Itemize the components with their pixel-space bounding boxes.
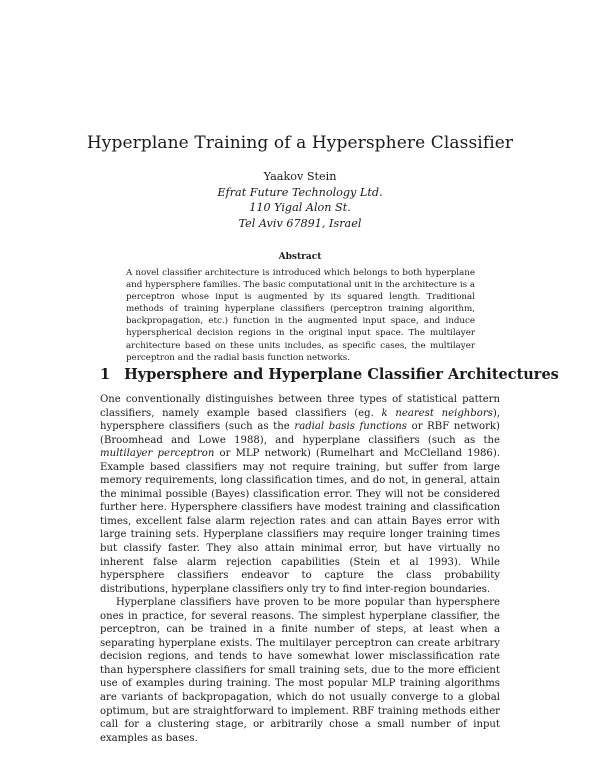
section-title: Hypersphere and Hyperplane Classifier Architectures	[124, 366, 559, 383]
author-address-line1: 110 Yigal Alon St.	[249, 201, 351, 214]
author-name: Yaakov Stein	[263, 170, 337, 183]
p1-text-b: ), hypersphere classifiers (such as the	[100, 407, 500, 433]
p1-emphasis-knn: k nearest neighbors	[381, 407, 493, 419]
p1-emphasis-mlp: multilayer perceptron	[100, 448, 215, 460]
author-address-line2: Tel Aviv 67891, Israel	[238, 216, 362, 230]
paper-title: Hyperplane Training of a Hypersphere Classifier	[86, 133, 514, 153]
author-affiliation: Efrat Future Technology Ltd.	[217, 185, 383, 199]
section-heading	[100, 366, 559, 383]
section-number: 1	[100, 366, 111, 383]
body-paragraph-2: Hyperplane classifiers have proven to be more popular than hypersphere ones in practice, for several reasons. The simplest hyperplane classifier, the perceptron, can be trained in a finite number of steps, at least when a separating hyperplane exists. The multilayer perceptron can create arbitrary decision regions, and tends to have somewhat lower misclassification rate than hypersphere classifiers for small training sets, due to the more efficient use of examples during training. The most popular MLP training algorithms are variants of backpropagation, which do not usually converge to a global optimum, but are straightforward to implement. RBF training methods either call for a clustering stage, or arbitrarily chose a small number of input examples as bases.	[100, 597, 500, 744]
p1-emphasis-rbf: radial basis functions	[294, 421, 407, 433]
abstract-heading: Abstract	[278, 252, 322, 262]
p1-text-d: or MLP network) (Rumelhart and McClelland 1986). Example based classifiers may not require training, but suffer from large memory requirements, long classification times, and do not, in general, attain the minimal possible (Bayes) classification error. They will not be considered further here. Hypersphere classifiers have modest training and classification times, excellent false alarm rejection rates and can attain Bayes error with large training sets. Hyperplane classifiers may require longer training times but classify faster. They also attain minimal error, but have virtually no inherent false alarm rejection capabilities (Stein et al 1993). While hypersphere classifiers endeavor to capture the class probability distributions, hyperplane classifiers only try to find inter-region boundaries.	[100, 448, 500, 595]
p1-text-a: One conventionally distinguishes between three types of statistical pattern classifiers, namely example based classifiers (eg.	[100, 394, 500, 419]
p1-text-c: or RBF network) (Broomhead and Lowe 1988), and hyperplane classifiers (such as the	[100, 421, 500, 446]
body-paragraph-1	[100, 393, 500, 596]
author-block	[0, 169, 600, 231]
section-body	[100, 393, 500, 745]
abstract-text: A novel classifier architecture is introduced which belongs to both hyperplane and hypersphere families. The basic computational unit in the architecture is a perceptron whose input is augmented by its squared length. Traditional methods of training hyperplane classifiers (perceptron training algorithm, backpropagation, etc.) function in the augmented input space, and induce hyperspherical decision regions in the original input space. The multilayer architecture based on these units includes, as specific cases, the multilayer perceptron and the radial basis function networks.	[126, 268, 475, 363]
